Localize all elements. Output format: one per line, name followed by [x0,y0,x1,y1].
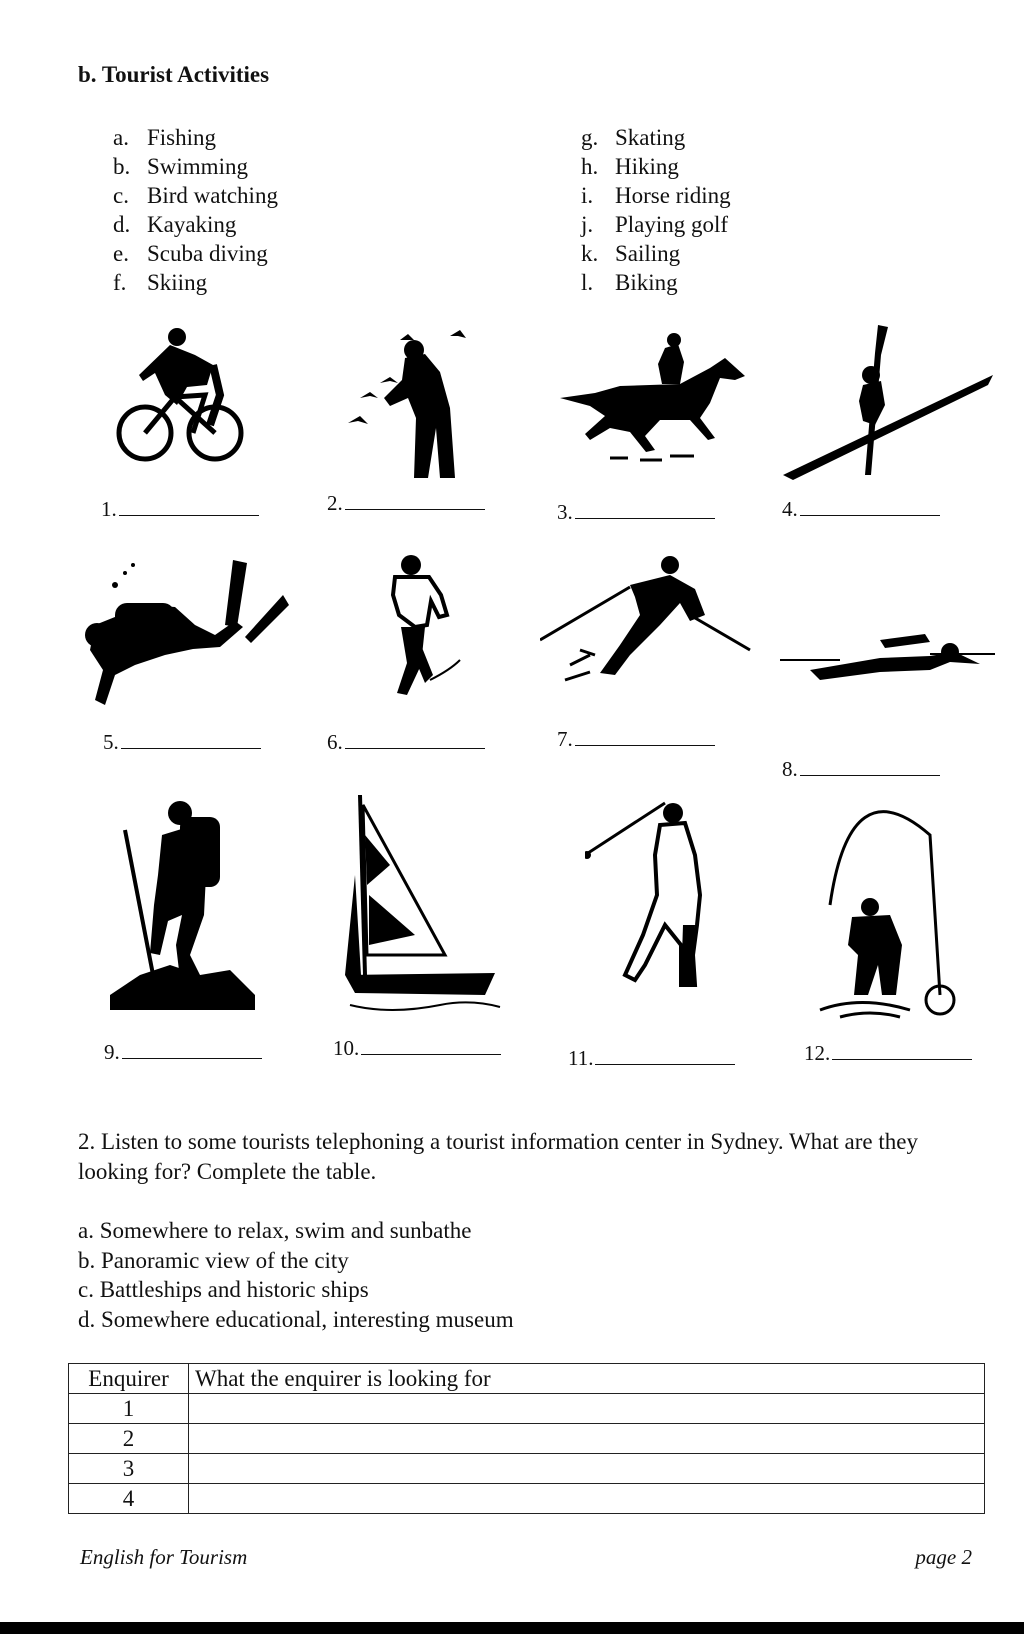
answer-blank[interactable] [575,500,715,519]
picture-number: 1. [101,497,259,522]
answer-blank[interactable] [575,727,715,746]
enquirer-number: 1 [69,1394,189,1424]
picture-number: 12. [804,1041,972,1066]
activity-item: j. Playing golf [581,212,729,237]
answer-blank[interactable] [345,730,485,749]
bottom-border [0,1622,1024,1634]
column-header: What the enquirer is looking for [189,1364,985,1394]
picture-number: 2. [327,491,485,516]
activity-item: b. Swimming [113,154,248,179]
activity-list-left [113,123,278,297]
picture-number: 11. [568,1046,735,1071]
answer-cell[interactable] [189,1454,985,1484]
table-row [69,1424,985,1454]
table-header-row [69,1364,985,1394]
skater-icon [385,555,465,705]
table-row [69,1484,985,1514]
answer-blank[interactable] [345,491,485,510]
section-title: b. Tourist Activities [78,62,270,87]
picture-number: 4. [782,497,940,522]
table-row [69,1454,985,1484]
answer-blank[interactable] [121,730,261,749]
picture-number: 10. [333,1036,501,1061]
activity-item: h. Hiking [581,154,679,179]
answer-blank[interactable] [800,497,940,516]
answer-options [78,1216,514,1334]
column-header: Enquirer [69,1364,189,1394]
angler-icon [810,795,965,1020]
enquirer-number: 3 [69,1454,189,1484]
enquirer-table [68,1363,985,1514]
picture-number: 3. [557,500,715,525]
answer-option: a. Somewhere to relax, swim and sunbathe [78,1218,472,1243]
answer-option: c. Battleships and historic ships [78,1277,369,1302]
answer-cell[interactable] [189,1484,985,1514]
answer-cell[interactable] [189,1424,985,1454]
answer-option: b. Panoramic view of the city [78,1247,349,1273]
answer-blank[interactable] [595,1046,735,1065]
activity-item: d. Kayaking [113,212,237,237]
activity-item: e. Scuba diving [113,241,268,266]
activity-item: k. Sailing [581,241,681,266]
bird-watcher-icon [340,328,490,488]
answer-blank[interactable] [361,1036,501,1055]
footer-title: English for Tourism [80,1545,248,1569]
horse-rider-icon [550,328,760,478]
skier-icon [540,555,765,695]
hiker-icon [110,795,255,1010]
question-2: 2. Listen to some tourists telephoning a tourist information center in Sydney. What are they looking for? Complete the table. [78,1129,918,1184]
activity-item: f. Skiing [113,270,208,295]
answer-blank[interactable] [119,497,259,516]
cyclist-icon [115,325,250,470]
activity-item: a. Fishing [113,125,217,150]
page-number: page 2 [915,1545,972,1569]
answer-option: d. Somewhere educational, interesting museum [78,1306,514,1332]
picture-number: 9. [104,1040,262,1065]
answer-cell[interactable] [189,1394,985,1424]
answer-blank[interactable] [800,757,940,776]
picture-number: 6. [327,730,485,755]
activity-item: g. Skating [581,125,686,150]
picture-number: 7. [557,727,715,752]
picture-number: 8. [782,757,940,782]
answer-blank[interactable] [122,1040,262,1059]
kayaker-icon [783,325,998,485]
enquirer-number: 4 [69,1484,189,1514]
activity-list-right [581,123,731,297]
activity-item: l. Biking [581,270,678,295]
swimmer-icon [780,630,995,690]
golfer-icon [585,795,725,990]
activity-item: c. Bird watching [113,183,278,208]
picture-number: 5. [103,730,261,755]
activity-item: i. Horse riding [581,183,731,208]
enquirer-number: 2 [69,1424,189,1454]
answer-blank[interactable] [832,1041,972,1060]
scuba-diver-icon [75,555,290,705]
sailboat-icon [345,795,505,1015]
table-row [69,1394,985,1424]
